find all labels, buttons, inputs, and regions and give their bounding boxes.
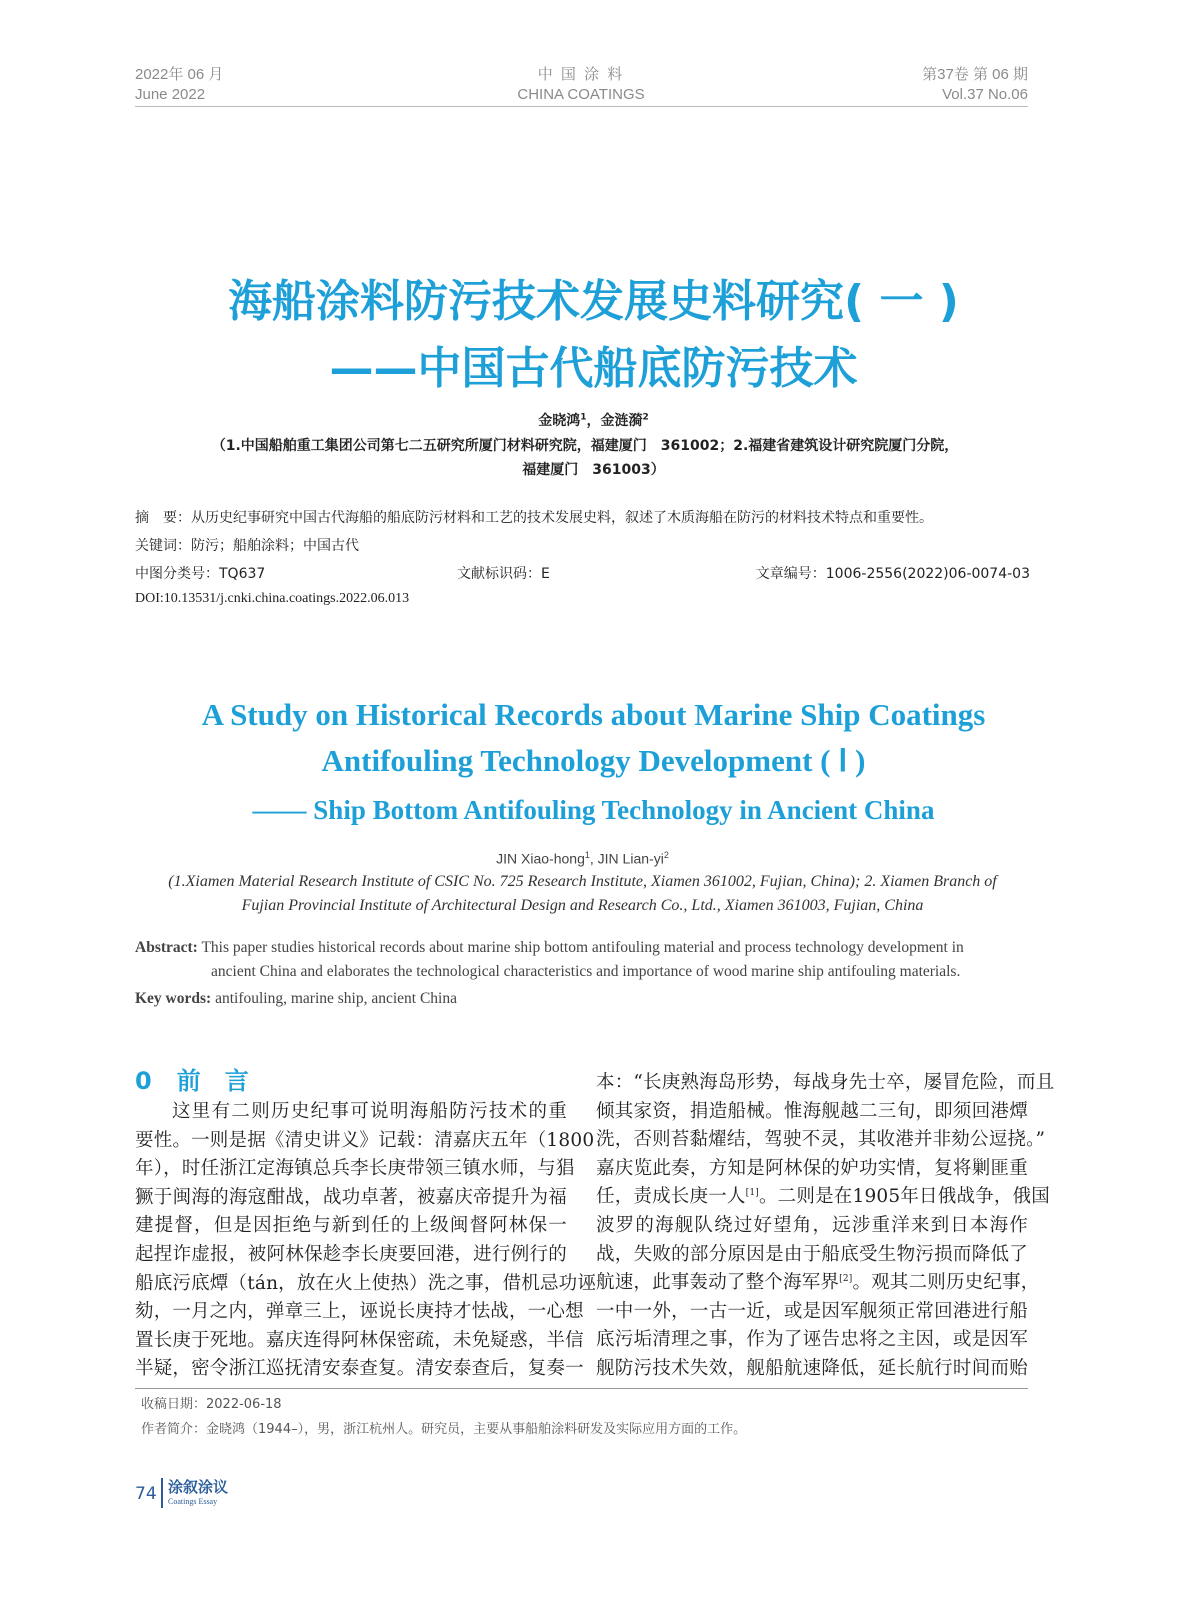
header-rule [135, 106, 1028, 107]
abstract-cn: 摘 要：从历史纪事研究中国古代海船的船底防污材料和工艺的技术发展史料，叙述了木质海船在防污的材料技术特点和重要性。 [135, 510, 933, 526]
article-number: 文章编号：1006-2556(2022)06-0074-03 [755, 566, 1030, 582]
body-text-line: 波罗的海舰队绕过好望角，远涉重洋来到日本海作 [596, 1215, 1028, 1236]
body-text-line: 船底污底燂（tán，放在火上使热）洗之事，借机忌功诬 [135, 1272, 597, 1294]
affiliation-en-2: Fujian Provincial Institute of Architectural Design and Research Co., Ltd., Xiamen 361003, Fujian, China [241, 897, 924, 914]
body-text-line: 起捏诈虚报，被阿林保趁李长庚要回港，进行例行的 [135, 1244, 567, 1265]
body-text-line: 嘉庆览此奏，方知是阿林保的妒功实情，复将剿匪重 [596, 1157, 1028, 1179]
column-name-en: Coatings Essay [168, 1497, 218, 1506]
body-text-line: 獗于闽海的海寇酣战，战功卓著，被嘉庆帝提升为福 [135, 1186, 567, 1208]
header-issue-en: Vol.37 No.06 [942, 86, 1028, 103]
page-number: 74 [135, 1484, 157, 1504]
received-date: 收稿日期：2022-06-18 [141, 1397, 282, 1412]
section-heading: 0 前 言 [135, 1067, 249, 1095]
body-text-line: 建提督，但是因拒绝与新到任的上级闽督阿林保一 [135, 1215, 567, 1237]
document-code: 文献标识码：E [457, 566, 550, 582]
title-cn-line2: ——中国古代船底防污技术 [329, 343, 858, 394]
footnote-rule [135, 1388, 1028, 1389]
body-text-line: 航速，此事轰动了整个海军界[2]。观其二则历史纪事， [596, 1272, 1040, 1294]
body-text-line: 半疑，密令浙江巡抚清安泰查复。清安泰查后，复奏一 [135, 1358, 584, 1380]
title-cn-line1: 海船涂料防污技术发展史料研究( 一 ) [228, 276, 959, 327]
title-en-line3: —— Ship Bottom Antifouling Technology in Ancient China [252, 795, 935, 825]
keywords-cn: 关键词：防污；船舶涂料；中国古代 [135, 538, 359, 554]
affiliation-cn-1: （1.中国船舶重工集团公司第七二五研究所厦门材料研究院，福建厦门 361002；2.福建省建筑设计研究院厦门分院， [211, 438, 959, 454]
body-text-line: 年），时任浙江定海镇总兵李长庚带领三镇水师，与猖 [135, 1158, 575, 1180]
authors-cn: 金晓鸿$^1$，金涟漪$^2$ [538, 412, 649, 429]
header-date-en: June 2022 [135, 86, 206, 103]
body-text-line: 置长庚于死地。嘉庆连得阿林保密疏，未免疑惑，半信 [135, 1329, 584, 1351]
body-text-line: 劾，一月之内，弹章三上，诬说长庚持才怯战，一心想 [135, 1301, 584, 1323]
column-name-cn: 涂叙涂议 [168, 1478, 229, 1496]
clc-number: 中图分类号：TQ637 [135, 566, 266, 582]
title-en-line1: A Study on Historical Records about Marine Ship Coatings [201, 697, 986, 732]
body-text-line: 战，失败的部分原因是由于船底受生物污损而降低了 [596, 1243, 1028, 1265]
header-issue-cn: 第37卷 第 06 期 [922, 66, 1028, 83]
affiliation-cn-2: 福建厦门 361003） [522, 462, 665, 478]
body-text-line: 要性。一则是据《清史讲义》记载：清嘉庆五年（1800 [135, 1129, 595, 1151]
affiliation-en-1: (1.Xiamen Material Research Institute of CSIC No. 725 Research Institute, Xiamen 361002, Fujian, China); 2. Xiamen Branch of [168, 873, 997, 890]
keywords-en: Key words: antifouling, marine ship, ancient China [135, 990, 457, 1007]
title-en-line2: Antifouling Technology Development ( Ⅰ ) [321, 743, 866, 778]
author-bio: 作者简介：金晓鸿（1944–），男，浙江杭州人。研究员，主要从事船舶涂料研发及实际应用方面的工作。 [141, 1422, 747, 1437]
body-text-line: 底污垢清理之事，作为了诬告忠将之主因，或是因军 [596, 1329, 1028, 1351]
header-date-cn: 2022年 06 月 [135, 66, 224, 83]
abstract-en-line1: Abstract: This paper studies historical records about marine ship bottom antifouling material and process technology development in [135, 939, 964, 956]
authors-en: JIN Xiao-hong$^1$, JIN Lian-$yi^2$ [496, 850, 669, 867]
body-text-line: 洗，否则苔黏燿结，驾驶不灵，其收港并非劾公逗挠。” [596, 1129, 1046, 1151]
body-text-line: 本：“长庚熟海岛形势，每战身先士卒，屡冒危险，而且 [596, 1072, 1055, 1093]
body-text-line: 任，责成长庚一人[1]。二则是在1905年日俄战争，俄国 [596, 1186, 1050, 1208]
footer-divider [161, 1478, 163, 1508]
body-text-line: 一中一外，一古一近，或是因军舰须正常回港进行船 [596, 1300, 1028, 1322]
header-journal-cn: 中 国 涂 料 [537, 66, 625, 83]
abstract-en-line2: ancient China and elaborates the technological characteristics and importance of wood marine ship antifouling materials. [211, 963, 961, 980]
body-text-line: 舰防污技术失效，舰船航速降低，延长航行时间而贻 [596, 1358, 1028, 1379]
doi: DOI:10.13531/j.cnki.china.coatings.2022.06.013 [135, 591, 410, 606]
body-text-line: 这里有二则历史纪事可说明海船防污技术的重 [172, 1101, 567, 1122]
body-text-line: 倾其家资，捐造船械。惟海舰越二三旬，即须回港燂 [596, 1100, 1028, 1122]
header-journal-en: CHINA COATINGS [517, 86, 645, 103]
